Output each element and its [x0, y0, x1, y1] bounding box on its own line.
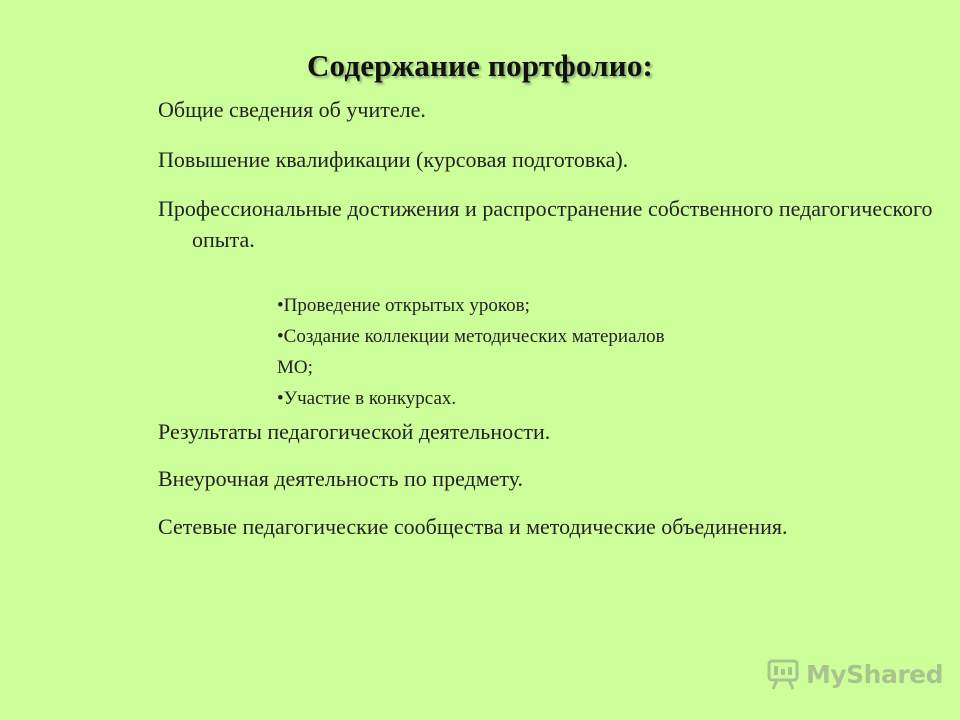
- watermark-text: MyShared: [806, 659, 944, 689]
- sub-item-method-collection: •Создание коллекции методических материалов МО;: [277, 326, 665, 378]
- watermark-logo: [766, 656, 943, 692]
- list-item-network-communities: Сетевые педагогические сообщества и методические объединения.: [158, 514, 788, 539]
- sub-list: [277, 290, 697, 414]
- slide-title: Содержание портфолио:: [306, 48, 654, 83]
- sub-item-contests: •Участие в конкурсах.: [277, 388, 457, 409]
- sub-item-open-lessons: •Проведение открытых уроков;: [277, 295, 530, 316]
- list-item-achievements: Профессиональные достижения и распространение собственного педагогического опыта.: [158, 196, 933, 252]
- list-item-extracurricular: Внеурочная деятельность по предмету.: [158, 466, 524, 491]
- list-item-results: Результаты педагогической деятельности.: [158, 419, 551, 444]
- list-item-qualification: Повышение квалификации (курсовая подготовка).: [158, 147, 629, 172]
- presentation-board-icon: [766, 657, 800, 691]
- list-item-general-info: Общие сведения об учителе.: [158, 97, 426, 122]
